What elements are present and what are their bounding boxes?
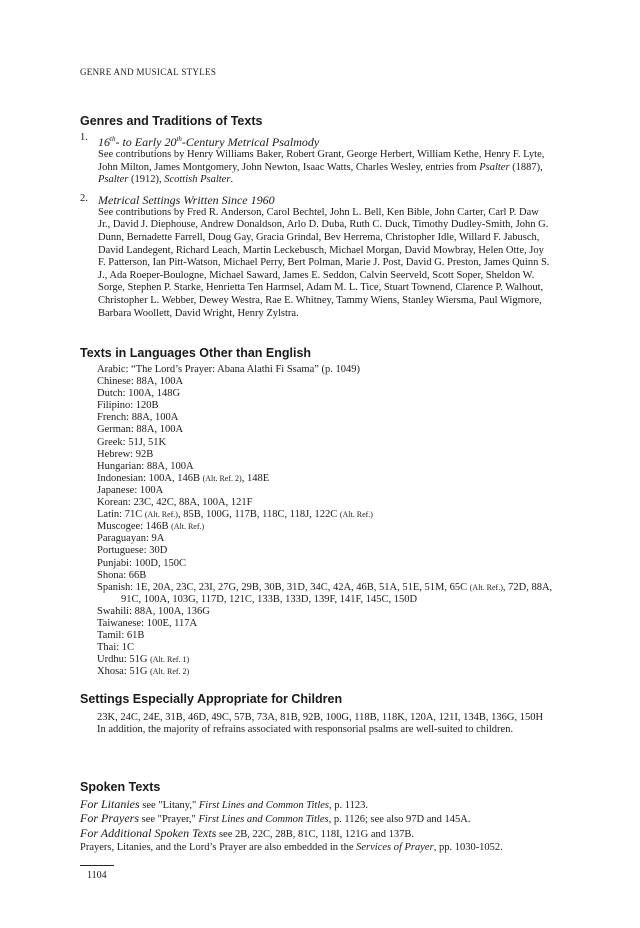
item-title: 16th- to Early 20th-Century Metrical Psalmody xyxy=(98,135,320,149)
list-item xyxy=(80,132,550,187)
spoken-texts xyxy=(80,798,560,855)
language-row: Paraguayan: 9A xyxy=(97,533,165,545)
genres-list xyxy=(80,132,550,326)
language-row: Latin: 71C (Alt. Ref.), 85B, 100G, 117B, 118C, 118J, 122C (Alt. Ref.) xyxy=(97,509,373,521)
page-number: 1104 xyxy=(87,870,107,881)
language-row: Urdhu: 51G (Alt. Ref. 1) xyxy=(97,654,190,666)
language-row: Korean: 23C, 42C, 88A, 100A, 121F xyxy=(97,497,253,509)
language-row: Indonesian: 100A, 146B (Alt. Ref. 2), 148E xyxy=(97,472,270,484)
language-row: Hebrew: 92B xyxy=(97,448,154,460)
language-row: Thai: 1C xyxy=(97,642,135,654)
language-row: Tamil: 61B xyxy=(97,630,145,642)
footer-rule xyxy=(80,865,114,866)
section-heading-genres: Genres and Traditions of Texts xyxy=(80,114,263,128)
language-row: Taiwanese: 100E, 117A xyxy=(97,617,198,629)
language-row: Japanese: 100A xyxy=(97,484,164,496)
item-title: Metrical Settings Written Since 1960 xyxy=(98,192,275,207)
language-row: Shona: 66B xyxy=(97,569,147,581)
spoken-line: For Additional Spoken Texts see 2B, 22C, 28B, 81C, 118I, 121G and 137B. xyxy=(80,825,414,840)
section-heading-spoken: Spoken Texts xyxy=(80,780,161,794)
language-row: French: 88A, 100A xyxy=(97,412,179,424)
language-row: Portuguese: 30D xyxy=(97,545,168,557)
item-text: See contributions by Fred R. Anderson, Carol Bechtel, John L. Bell, Ken Bible, John Carter, Carl P. Daw Jr., David J. Diephouse, Andrew Donaldson, Arlo D. Duba, Ruth C. Duck, Timothy Dudley-Smith, John G. Dunn, Bernadette Farrell, Doug Gay, Gracia Grindal, Bev Herrema, Christopher Idle, Willard F. Jabusch, David Landegent, Richard Leach, Martin Leckebusch, Michael Morgan, David Mowbray, Helen Otte, Joy F. Patterson, Ian Pitt-Watson, Michael Perry, Bert Polman, Marie J. Post, David G. Preston, James Quinn S. J., Ada Roeper-Boulogne, Michael Saward, James E. Seddon, Calvin Seerveld, Scott Soper, Sheldon W. Sorge, Stephen P. Starke, Henrietta Ten Harmsel, Adam M. L. Tice, Stuart Townend, Clarence P. Walhout, Christopher L. Webber, Dewey Westra, Rae E. Whitney, Tammy Wiens, Stanley Wiersma, Paul Wigmore, Barbara Woollett, David Wright, Henry Zylstra. xyxy=(98,206,550,319)
spoken-final: Prayers, Litanies, and the Lord’s Prayer are also embedded in the Services of Prayer, pp. 1030-1052. xyxy=(80,842,503,854)
section-heading-children: Settings Especially Appropriate for Children xyxy=(80,692,343,706)
language-row: Arabic: “The Lord’s Prayer: Abana Alathi Fi Ssama” (p. 1049) xyxy=(97,364,361,375)
language-row: Muscogee: 146B (Alt. Ref.) xyxy=(97,521,205,533)
item-number: 2. xyxy=(80,192,88,204)
section-heading-languages: Texts in Languages Other than English xyxy=(80,346,312,360)
spoken-line: For Prayers see "Prayer," First Lines and Common Titles, p. 1126; see also 97D and 145A. xyxy=(80,811,471,826)
language-row: Xhosa: 51G (Alt. Ref. 2) xyxy=(97,666,190,678)
spoken-line: For Litanies see "Litany," First Lines and Common Titles, p. 1123. xyxy=(80,797,368,811)
children-note: In addition, the majority of refrains associated with responsorial psalms are well-suited to children. xyxy=(97,724,514,736)
language-row: Spanish: 1E, 20A, 23C, 23I, 27G, 29B, 30B, 31D, 34C, 42A, 46B, 51A, 51E, 51M, 65C (Alt. Ref.), 72D, 88A, 91C, 100A, 103G, 117D, 121C, 133B, 133D, 139F, 141F, 145C, 150D xyxy=(97,581,553,605)
running-head: GENRE AND MUSICAL STYLES xyxy=(80,67,217,77)
item-number: 1. xyxy=(80,132,88,143)
language-row: Dutch: 100A, 148G xyxy=(97,388,181,400)
language-row: Greek: 51J, 51K xyxy=(97,436,167,448)
list-item xyxy=(80,193,550,320)
language-row: Filipino: 120B xyxy=(97,400,159,412)
language-row: Swahili: 88A, 100A, 136G xyxy=(97,605,210,617)
language-row: Chinese: 88A, 100A xyxy=(97,376,184,388)
languages-list xyxy=(97,364,557,678)
language-row: Hungarian: 88A, 100A xyxy=(97,460,194,472)
language-row: German: 88A, 100A xyxy=(97,424,184,436)
item-text: See contributions by Henry Williams Baker, Robert Grant, George Herbert, William Kethe, Henry F. Lyte, John Milton, James Montgomery, John Newton, Isaac Watts, Charles Wesley, entries from Psalter (1887), Psalter (1912), Scottish Psalter. xyxy=(98,149,545,186)
children-settings xyxy=(97,712,547,737)
language-row: Punjabi: 100D, 150C xyxy=(97,557,186,569)
children-list: 23K, 24C, 24E, 31B, 46D, 49C, 57B, 73A, 81B, 92B, 100G, 118B, 118K, 120A, 121I, 134B, 136G, 150H xyxy=(97,712,544,723)
